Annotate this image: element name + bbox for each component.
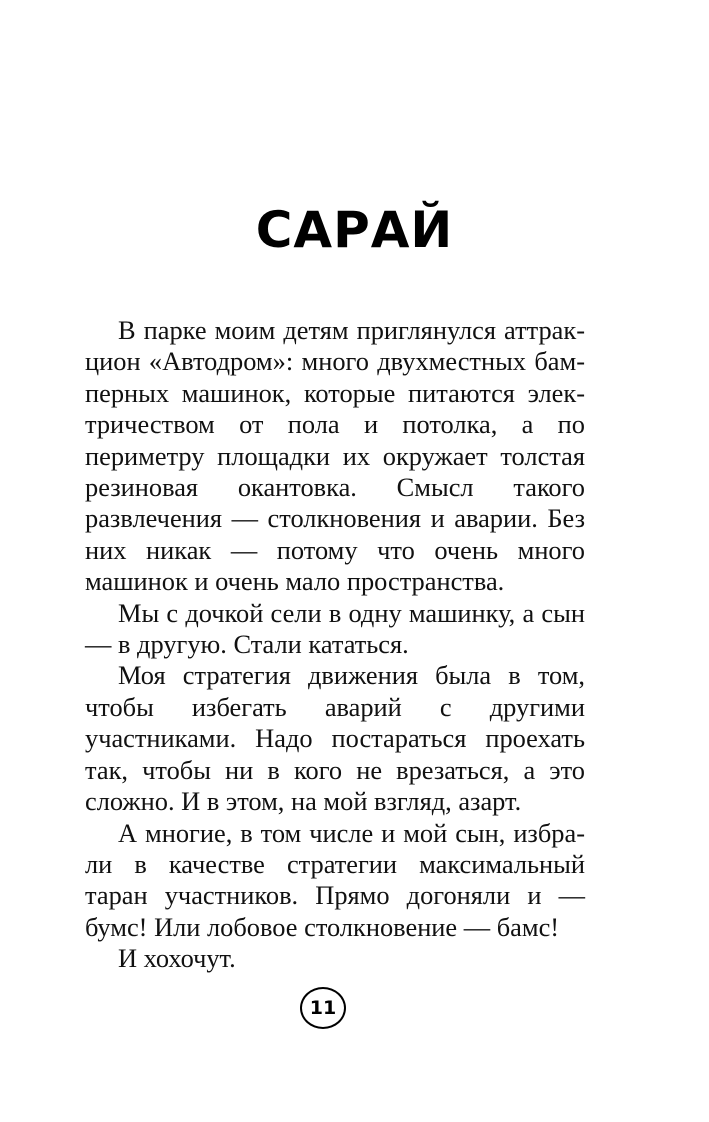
paragraph: В парке моим детям приглянулся аттракцион «Автодром»: много двухместных бамперных машинок, которые питаются электричеством от пола и потолка, а по периметру площадки их окружает толстая резиновая окантовка. Смысл такого развлечения — столкновения и аварии. Без них никак — потому что очень много машинок и очень мало пространства. bbox=[85, 315, 585, 597]
chapter-body bbox=[85, 315, 585, 975]
chapter-title: САРАЙ bbox=[255, 201, 454, 259]
paragraph: И хохочут. bbox=[118, 943, 236, 974]
paragraph: Мы с дочкой сели в одну машинку, а сын — в другую. Стали кататься. bbox=[85, 597, 585, 660]
paragraph: Моя стратегия движения была в том, чтобы избегать аварий с другими участниками. Надо постараться проехать так, чтобы ни в кого не врезаться, а это сложно. И в этом, на мой взгляд, азарт. bbox=[85, 660, 585, 817]
page-number: 11 bbox=[300, 987, 346, 1029]
paragraph: А многие, в том числе и мой сын, избрали в качестве стратегии максимальный таран участников. Прямо догоняли и — бумс! Или лобовое столкновение — бамс! bbox=[85, 817, 585, 942]
